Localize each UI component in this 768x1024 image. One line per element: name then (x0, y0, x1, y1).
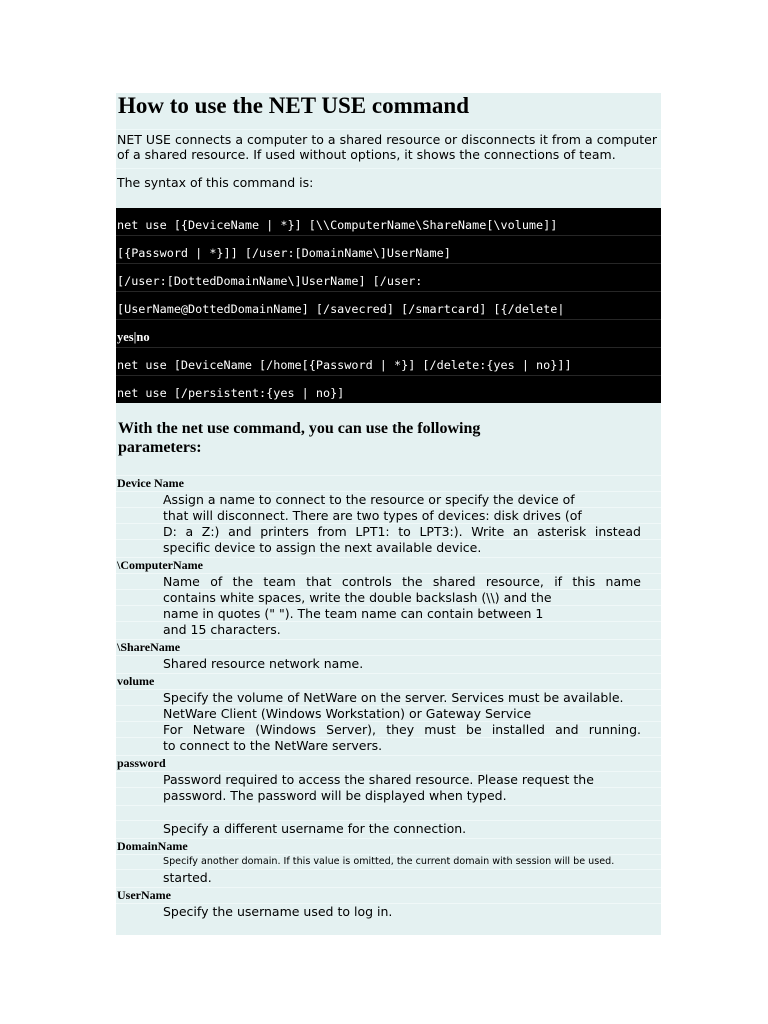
parameter-name: Device Name (116, 475, 661, 491)
command-line: net use [/persistent:{yes | no}] (117, 386, 345, 400)
parameter-description-line: contains white spaces, write the double backslash (\\) and the (116, 589, 661, 605)
command-line: [/user:[DottedDomainName\]UserName] [/user: (116, 264, 661, 292)
command-line: yes|no (116, 320, 661, 348)
parameter-description-line: Shared resource network name. (116, 655, 661, 671)
parameters-section (116, 403, 661, 935)
parameter-name: UserName (116, 887, 661, 903)
header-block (116, 93, 661, 208)
command-line: net use [DeviceName [/home[{Password | *}] [/delete:{yes | no}]] (116, 348, 661, 376)
parameter-description-line: started. (116, 869, 661, 885)
parameter-description-line: Specify the volume of NetWare on the server. Services must be available. (116, 689, 661, 705)
parameters-heading: With the net use command, you can use the following parameters: (118, 420, 481, 456)
parameter-description-line: For Netware (Windows Server), they must be installed and running. (116, 721, 661, 737)
parameter-name (116, 805, 661, 820)
page-title: How to use the NET USE command (118, 93, 469, 118)
parameter-description-line: password. The password will be displayed when typed. (116, 787, 661, 803)
trailing-empty-row (116, 921, 661, 935)
parameter-entry (116, 755, 661, 803)
parameter-name: volume (116, 673, 661, 689)
parameter-entry (116, 838, 661, 885)
parameter-entry (116, 557, 661, 637)
document-page (116, 93, 661, 935)
parameter-description-line: to connect to the NetWare servers. (116, 737, 661, 753)
parameter-entry (116, 475, 661, 555)
parameter-description-line: Specify the username used to log in. (116, 903, 661, 919)
parameter-description-line: D: a Z:) and printers from LPT1: to LPT3:). Write an asterisk instead (116, 523, 661, 539)
parameter-description-line: Name of the team that controls the shared resource, if this name (116, 573, 661, 589)
command-line: net use [{DeviceName | *}] [\\ComputerName\ShareName[\volume]] (116, 208, 661, 236)
parameter-description-line: specific device to assign the next available device. (116, 539, 661, 555)
parameter-name: \ComputerName (116, 557, 661, 573)
parameter-description-line: name in quotes (" "). The team name can contain between 1 (116, 605, 661, 621)
parameter-name: password (116, 755, 661, 771)
intro-paragraph: NET USE connects a computer to a shared resource or disconnects it from a computer of a shared resource. If used without options, it shows the connections of team. (116, 129, 661, 168)
parameter-description-line: Specify a different username for the connection. (116, 820, 661, 836)
command-syntax-block (116, 208, 661, 403)
parameter-name: DomainName (116, 838, 661, 854)
parameter-description-line: and 15 characters. (116, 621, 661, 637)
parameter-description-line: Specify another domain. If this value is omitted, the current domain with session will be used. (116, 854, 661, 869)
parameter-entry (116, 639, 661, 671)
parameter-entry (116, 805, 661, 836)
parameter-description-line: Assign a name to connect to the resource or specify the device of (116, 491, 661, 507)
parameter-description-line: that will disconnect. There are two types of devices: disk drives (of (116, 507, 661, 523)
parameter-description-line: NetWare Client (Windows Workstation) or Gateway Service (116, 705, 661, 721)
parameter-entry (116, 673, 661, 753)
parameter-entry (116, 887, 661, 919)
command-line: [UserName@DottedDomainName] [/savecred] [/smartcard] [{/delete| (116, 292, 661, 320)
parameter-description-line: Password required to access the shared resource. Please request the (116, 771, 661, 787)
command-line: [{Password | *}]] [/user:[DomainName\]UserName] (116, 236, 661, 264)
parameter-name: \ShareName (116, 639, 661, 655)
syntax-label: The syntax of this command is: (116, 168, 661, 208)
